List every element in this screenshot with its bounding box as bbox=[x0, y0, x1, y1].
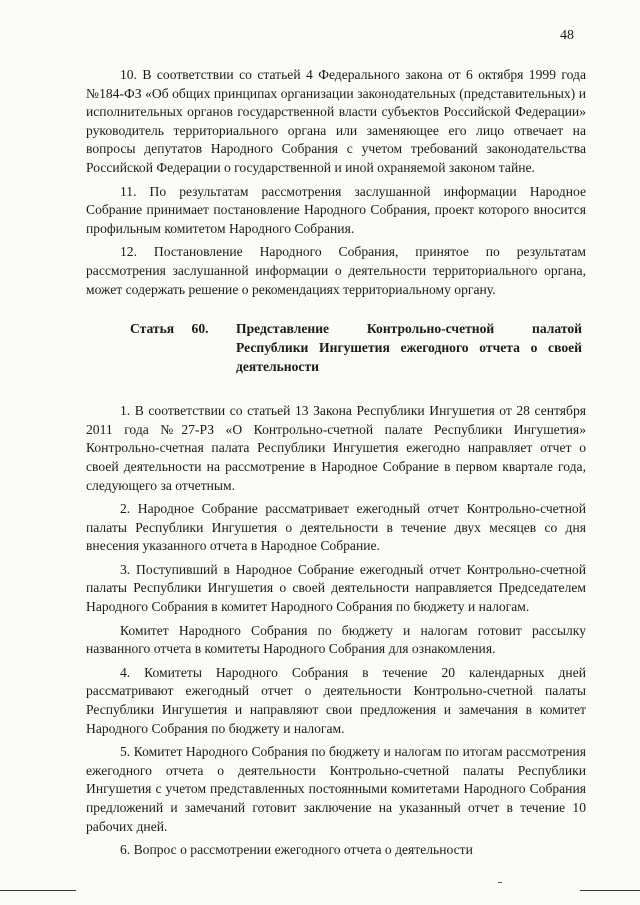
article-paragraph-6: 6. Вопрос о рассмотрении ежегодного отчета о деятельности bbox=[120, 842, 473, 858]
scan-speck bbox=[498, 882, 502, 883]
article-paragraph-3-continued: Комитет Народного Собрания по бюджету и налогам готовит рассылку названного отчета в комитеты Народного Собрания для ознакомления. bbox=[86, 622, 586, 657]
article-paragraph-1: 1. В соответствии со статьей 13 Закона Республики Ингушетия от 28 сентября 2011 года №27-РЗ «О Контрольно-счетной палате Республики Ингушетия» Контрольно-счетная палата Республики Ингушетия ежегодно направляет отчет о своей деятельности на рассмотрение в Народное Собрание в первом квартале года, следующего за отчетным. bbox=[86, 403, 586, 493]
article-heading bbox=[86, 319, 586, 376]
article-title: Представление Контрольно-счетной палатой Республики Ингушетия ежегодного отчета о своей деятельности bbox=[236, 321, 582, 375]
document-body bbox=[86, 66, 586, 860]
article-paragraph-3: 3. Поступивший в Народное Собрание ежегодный отчет Контрольно-счетной палаты Республики Ингушетия о своей деятельности направляется Председателем Народного Собрания в комитет Народного Собрания по бюджету и налогам. bbox=[86, 561, 586, 615]
page-number: 48 bbox=[560, 28, 574, 43]
paragraph-12: 12. Постановление Народного Собрания, принятое по результатам рассмотрения заслушанной информации о деятельности территориального органа, может содержать решение о рекомендациях территориальному органу. bbox=[86, 244, 586, 297]
scan-edge-mark-right bbox=[580, 890, 640, 891]
article-paragraph-4: 4. Комитеты Народного Собрания в течение 20 календарных дней рассматривают ежегодный отчет о деятельности Контрольно-счетной палаты Республики Ингушетия и направляют свои предложения и замечания в комитет Народного Собрания по бюджету и налогам. bbox=[86, 664, 586, 736]
article-label: Статья 60. bbox=[130, 321, 209, 337]
article-paragraph-2: 2. Народное Собрание рассматривает ежегодный отчет Контрольно-счетной палаты Республики Ингушетия о деятельности в течение двух месяцев со дня внесения указанного отчета в Народное Собрание. bbox=[86, 501, 586, 554]
article-paragraph-5: 5. Комитет Народного Собрания по бюджету и налогам по итогам рассмотрения ежегодного отчета о деятельности Контрольно-счетной палаты Республики Ингушетия с учетом представленных постоянными комитетами Народного Собрания предложений и замечаний готовит заключение на указанный отчет в течение 10 рабочих дней. bbox=[86, 744, 586, 834]
paragraph-10: 10. В соответствии со статьей 4 Федерального закона от 6 октября 1999 года №184-ФЗ «Об общих принципах организации законодательных (представительных) и исполнительных органов государственной власти субъектов Российской Федерации» руководитель территориального органа или заменяющее его лицо отвечает на вопросы депутатов Народного Собрания с учетом требований законодательства Российской Федерации о государственной и иной охраняемой законом тайне. bbox=[86, 67, 586, 175]
scan-edge-mark-left bbox=[0, 890, 76, 891]
paragraph-11: 11. По результатам рассмотрения заслушанной информации Народное Собрание принимает постановление Народного Собрания, проект которого вносится профильным комитетом Народного Собрания. bbox=[86, 183, 586, 236]
